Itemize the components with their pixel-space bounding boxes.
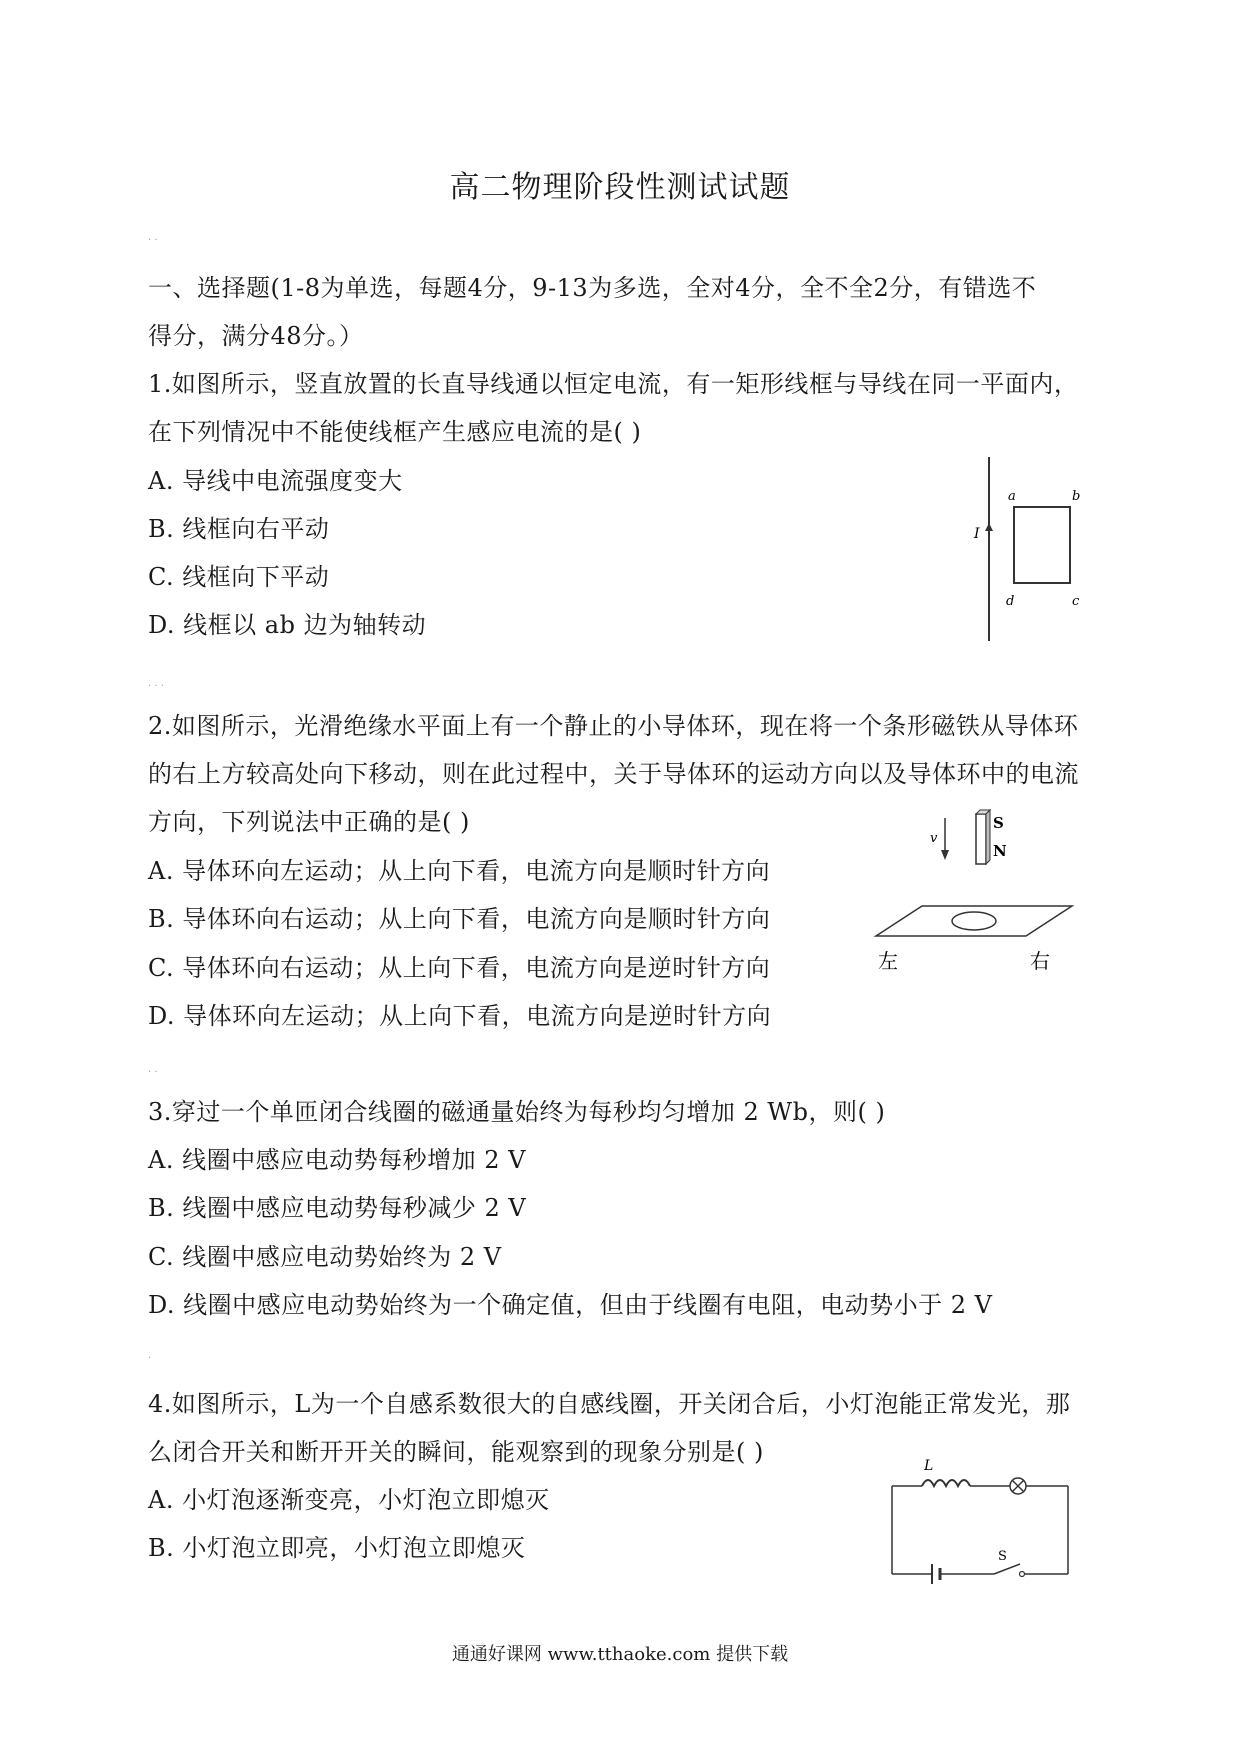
q4-circuit-diagram <box>882 1452 1082 1592</box>
q3-stem: 3.穿过一个单匝闭合线圈的磁通量始终为每秒均匀增加 2 Wb，则( ) <box>148 1098 886 1126</box>
page-footer: 通通好课网 www.tthaoke.com 提供下载 <box>451 1644 789 1665</box>
section-heading-line1: 一、选择题(1-8为单选，每题4分，9-13为多选，全对4分，全不全2分，有错选不 <box>148 274 1037 302</box>
q1-rect-loop <box>1014 507 1070 583</box>
q1-label-c: c <box>1072 594 1080 609</box>
q4-stem-line1: 4.如图所示，L为一个自感系数很大的自感线圈，开关闭合后，小灯泡能正常发光，那 <box>148 1390 1071 1418</box>
separator: . . <box>148 232 158 243</box>
q1-label-d: d <box>1006 594 1015 609</box>
q4-stem-line2: 么闭合开关和断开开关的瞬间，能观察到的现象分别是( ) <box>148 1438 764 1466</box>
q2-bar-magnet <box>976 814 986 864</box>
q1-stem-line1: 1.如图所示，竖直放置的长直导线通以恒定电流，有一矩形线框与导线在同一平面内， <box>148 370 1079 398</box>
q2-option-a: A. 导体环向左运动；从上向下看，电流方向是顺时针方向 <box>148 857 771 885</box>
q3-option-b: B. 线圈中感应电动势每秒减少 2 V <box>148 1194 527 1222</box>
q2-option-b: B. 导体环向右运动；从上向下看，电流方向是顺时针方向 <box>148 905 771 933</box>
q2-stem-line3: 方向，下列说法中正确的是( ) <box>148 808 470 836</box>
q1-label-current: I <box>974 526 980 542</box>
q2-label-s: S <box>993 814 1004 832</box>
q3-option-a: A. 线圈中感应电动势每秒增加 2 V <box>148 1146 526 1174</box>
q2-label-v: v <box>930 831 938 846</box>
q1-label-a: a <box>1008 489 1016 504</box>
q1-option-c: C. 线框向下平动 <box>148 563 330 591</box>
q2-conductor-ring <box>952 912 996 930</box>
page-title: 高二物理阶段性测试试题 <box>449 170 791 205</box>
q4-option-b: B. 小灯泡立即亮，小灯泡立即熄灭 <box>148 1534 526 1562</box>
q3-option-d: D. 线圈中感应电动势始终为一个确定值，但由于线圈有电阻，电动势小于 2 V <box>148 1291 993 1319</box>
q4-label-l: L <box>924 1458 934 1474</box>
q3-option-c: C. 线圈中感应电动势始终为 2 V <box>148 1243 502 1271</box>
q4-inductor-coil <box>922 1480 970 1486</box>
q4-option-a: A. 小灯泡逐渐变亮，小灯泡立即熄灭 <box>148 1486 550 1514</box>
q1-label-b: b <box>1072 489 1081 504</box>
q2-stem-line2: 的右上方较高处向下移动，则在此过程中，关于导体环的运动方向以及导体环中的电流 <box>148 760 1079 788</box>
section-heading-line2: 得分，满分48分。） <box>148 322 364 350</box>
q1-stem-line2: 在下列情况中不能使线框产生感应电流的是( ) <box>148 418 642 446</box>
q2-label-n: N <box>993 842 1007 860</box>
q2-option-c: C. 导体环向右运动；从上向下看，电流方向是逆时针方向 <box>148 954 771 982</box>
q2-label-left: 左 <box>878 949 898 973</box>
q1-option-b: B. 线框向右平动 <box>148 515 330 543</box>
q1-option-d: D. 线框以 ab 边为轴转动 <box>148 611 427 639</box>
separator: . <box>148 1350 152 1361</box>
q2-magnet-ring-diagram <box>872 806 1082 986</box>
q1-wire-loop-diagram <box>960 455 1090 645</box>
separator: . . . <box>148 678 164 689</box>
q4-label-s: S <box>998 1549 1007 1564</box>
q2-option-d: D. 导体环向左运动；从上向下看，电流方向是逆时针方向 <box>148 1002 772 1030</box>
q1-current-arrow-icon <box>985 523 993 531</box>
q2-label-right: 右 <box>1030 949 1050 973</box>
q4-switch <box>994 1564 1020 1574</box>
separator: . . <box>148 1064 158 1075</box>
q1-option-a: A. 导线中电流强度变大 <box>148 467 403 495</box>
q2-velocity-arrow-icon <box>941 850 949 860</box>
q2-stem-line1: 2.如图所示，光滑绝缘水平面上有一个静止的小导体环，现在将一个条形磁铁从导体环 <box>148 712 1079 740</box>
